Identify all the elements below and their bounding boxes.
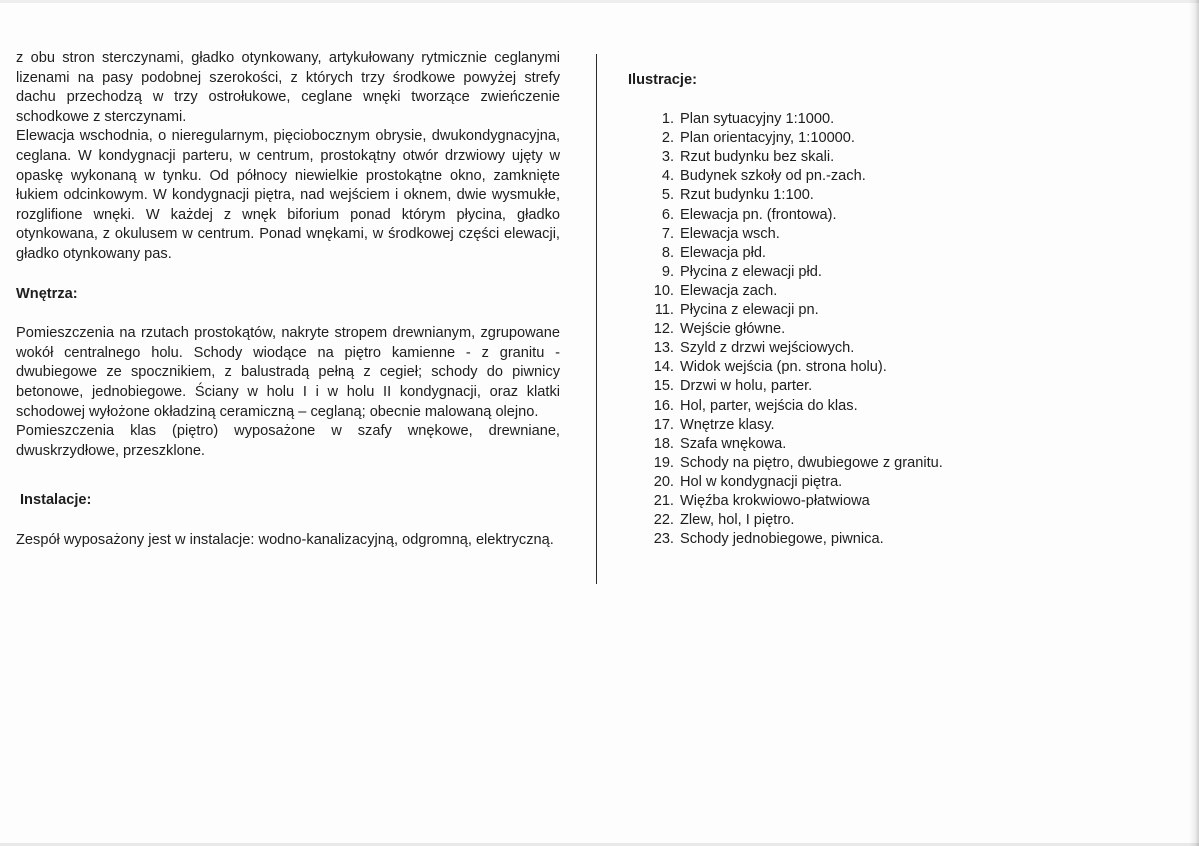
illustration-number: 14.: [653, 359, 674, 376]
illustration-item: [628, 206, 1048, 225]
illustration-number: 12.: [653, 321, 674, 338]
illustration-title: Szafa wnękowa.: [680, 435, 787, 452]
illustration-item: [628, 320, 1048, 339]
illustration-title: Płycina z elewacji płd.: [680, 263, 822, 280]
illustration-title: Elewacja płd.: [680, 244, 766, 261]
illustration-title: Wnętrze klasy.: [680, 416, 775, 433]
heading-ilustracje: Ilustracje:: [628, 72, 697, 88]
illustration-title: Hol w kondygnacji piętra.: [680, 473, 843, 490]
illustration-number: 3.: [661, 149, 674, 166]
illustration-item: [628, 148, 1048, 167]
paragraph-interiors: Pomieszczenia na rzutach prostokątów, nakryte stropem drewnianym, zgrupowane wokół centralnego holu. Schody wiodące na piętro kamienne - z granitu - dwubiegowe ze spocznikiem, z balustradą pełną z cegieł; schody do piwnicy betonowe, jednobiegowe. Ściany w holu I i w holu II kondygnacji, oraz klatki schodowej wyłożone okładziną ceramiczną – ceglaną; obecnie malowaną olejno.: [16, 325, 560, 420]
left-column: [16, 49, 560, 550]
illustration-number: 16.: [653, 397, 674, 414]
illustration-item: [628, 263, 1048, 282]
illustration-title: Więźba krokwiowo-płatwiowa: [680, 492, 870, 509]
illustration-number: 21.: [653, 492, 674, 509]
right-column: [628, 71, 1048, 549]
heading-wnetrza: Wnętrza:: [16, 285, 78, 302]
illustration-number: 20.: [653, 473, 674, 490]
illustration-title: Szyld z drzwi wejściowych.: [680, 340, 855, 357]
illustration-number: 2.: [661, 130, 674, 147]
illustration-title: Elewacja zach.: [680, 282, 778, 299]
illustration-item: [628, 397, 1048, 416]
illustration-title: Drzwi w holu, parter.: [680, 378, 813, 395]
illustration-item: [628, 358, 1048, 377]
illustration-item: [628, 167, 1048, 186]
illustration-number: 9.: [661, 263, 674, 280]
illustration-item: [628, 435, 1048, 454]
illustration-number: 23.: [653, 531, 674, 548]
illustration-number: 5.: [661, 187, 674, 204]
illustration-item: [628, 473, 1048, 492]
scan-edge-right: [1189, 0, 1199, 846]
illustration-item: [628, 377, 1048, 396]
illustration-item: [628, 492, 1048, 511]
illustration-item: [628, 511, 1048, 530]
illustration-title: Elewacja wsch.: [680, 225, 780, 242]
illustration-item: [628, 186, 1048, 205]
illustration-title: Budynek szkoły od pn.-zach.: [680, 168, 866, 185]
illustration-item: [628, 129, 1048, 148]
illustration-number: 10.: [653, 282, 674, 299]
illustration-title: Plan sytuacyjny 1:1000.: [680, 111, 835, 128]
illustration-item: [628, 416, 1048, 435]
illustration-title: Wejście główne.: [680, 321, 786, 338]
illustration-number: 18.: [653, 435, 674, 452]
paragraph-classrooms: Pomieszczenia klas (piętro) wyposażone w szafy wnękowe, drewniane, dwuskrzydłowe, przeszklone.: [16, 423, 560, 459]
illustration-number: 19.: [653, 454, 674, 471]
heading-instalacje: Instalacje:: [20, 492, 92, 509]
illustration-title: Plan orientacyjny, 1:10000.: [680, 130, 855, 147]
illustration-number: 11.: [654, 302, 674, 319]
illustration-title: Hol, parter, wejścia do klas.: [680, 397, 858, 414]
illustration-title: Zlew, hol, I piętro.: [680, 512, 795, 529]
illustration-number: 22.: [653, 512, 674, 529]
illustration-item: [628, 339, 1048, 358]
illustration-number: 15.: [653, 378, 674, 395]
illustration-number: 1.: [661, 111, 674, 128]
paragraph-installations: Zespół wyposażony jest w instalacje: wodno-kanalizacyjną, odgromną, elektryczną.: [16, 531, 554, 548]
illustration-title: Płycina z elewacji pn.: [680, 302, 819, 319]
illustration-item: [628, 244, 1048, 263]
illustration-item: [628, 225, 1048, 244]
illustration-number: 8.: [661, 244, 674, 261]
scan-edge-top: [0, 0, 1199, 3]
illustration-number: 6.: [661, 206, 674, 223]
illustration-title: Widok wejścia (pn. strona holu).: [680, 359, 887, 376]
illustration-item: [628, 530, 1048, 549]
column-divider: [596, 54, 597, 584]
illustration-title: Rzut budynku 1:100.: [680, 187, 814, 204]
illustrations-list: [628, 110, 1048, 549]
illustration-item: [628, 301, 1048, 320]
illustration-item: [628, 282, 1048, 301]
illustration-title: Schody na piętro, dwubiegowe z granitu.: [680, 454, 943, 471]
paragraph-east-elevation: Elewacja wschodnia, o nieregularnym, pięciobocznym obrysie, dwukondygnacyjna, ceglana. W kondygnacji parteru, w centrum, prostokątny otwór drzwiowy ujęty w opaskę wykonaną w tynku. Od północy niewielkie prostokątne okno, zamknięte łukiem odcinkowym. W kondygnacji piętra, nad wejściem i oknem, dwie wysmukłe, rozglifione wnęki. W każdej z wnęk biforium ponad którym płycina, gładko otynkowana, z okulusem w centrum. Ponad wnękami, w środkowej części elewacji, gładko otynkowany pas.: [16, 128, 560, 262]
paragraph-facade-continuation: z obu stron sterczynami, gładko otynkowany, artykułowany rytmicznie ceglanymi lizenami na pasy podobnej szerokości, z których trzy środkowe powyżej strefy dachu przechodzą w trzy ostrołukowe, ceglane wnęki tworzące zwieńczenie schodkowe z sterczynami.: [16, 50, 560, 125]
illustration-title: Rzut budynku bez skali.: [680, 149, 835, 166]
illustration-item: [628, 110, 1048, 129]
illustration-number: 17.: [653, 416, 674, 433]
illustration-title: Elewacja pn. (frontowa).: [680, 206, 837, 223]
illustration-number: 4.: [661, 168, 674, 185]
illustration-number: 13.: [653, 340, 674, 357]
illustration-item: [628, 454, 1048, 473]
illustration-title: Schody jednobiegowe, piwnica.: [680, 531, 884, 548]
illustration-number: 7.: [661, 225, 674, 242]
